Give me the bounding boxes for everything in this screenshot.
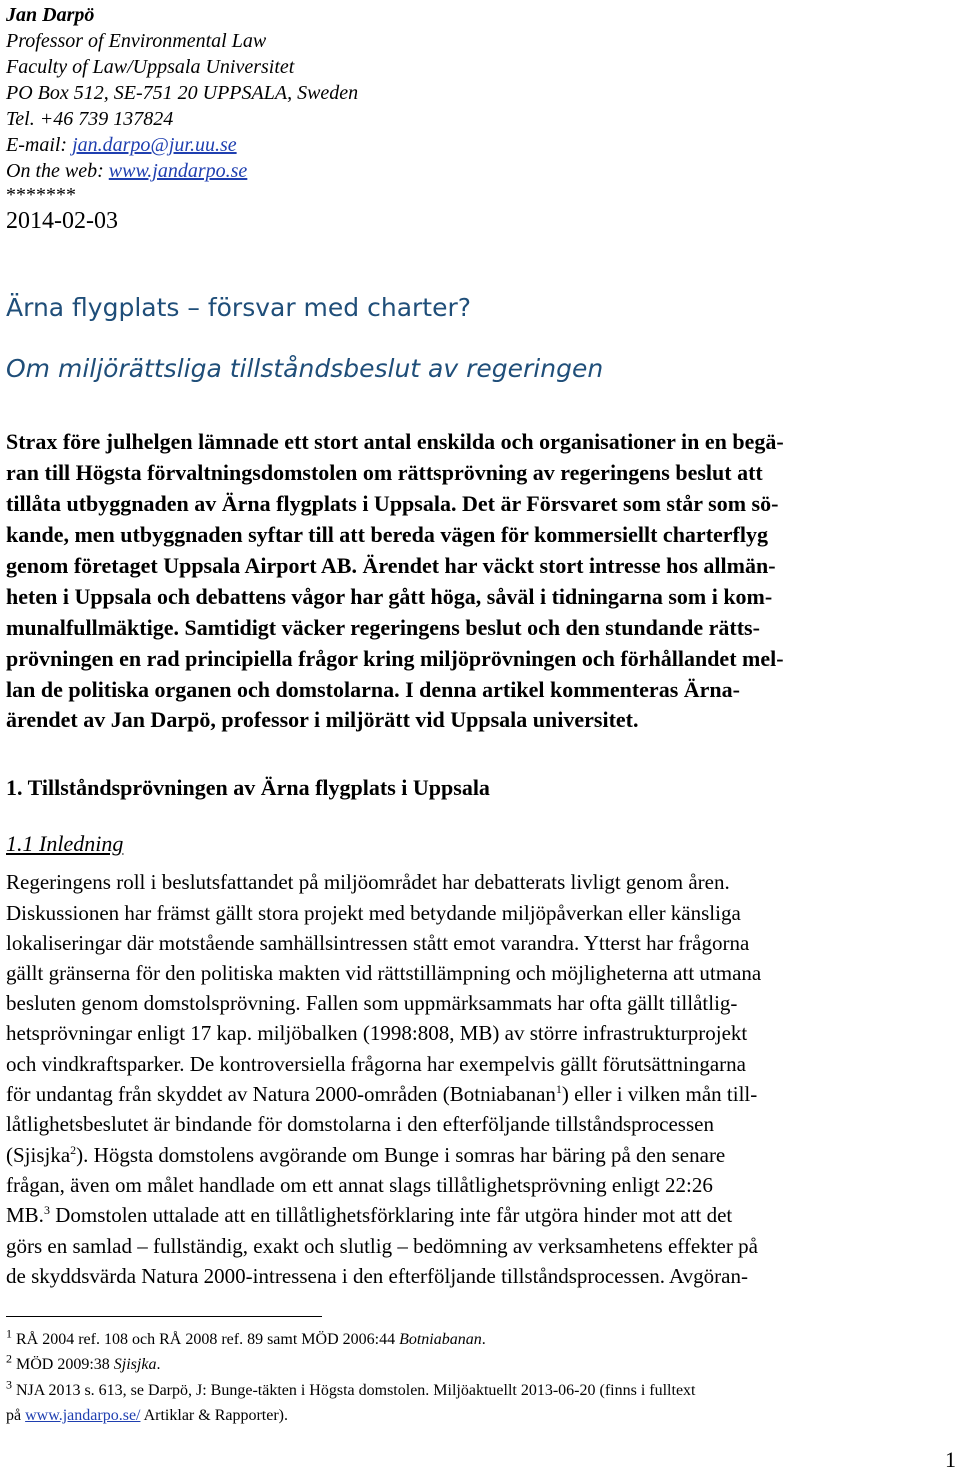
body-line: (Sjisjka$^2$). Högsta domstolens avgörande om Bunge i somras har bäring på den senare	[6, 1143, 726, 1167]
body-line: och vindkraftsparker. De kontroversiella frågorna har exempelvis gällt förutsättningarna	[6, 1052, 746, 1076]
lead-line: kande, men utbyggnaden syftar till att bereda vägen för kommersiellt charterflyg	[6, 522, 768, 547]
lead-line: tillåta utbyggnaden av Ärna flygplats i Uppsala. Det är Försvaret som står som sö-	[6, 491, 779, 516]
body-line: besluten genom domstolsprövning. Fallen som uppmärksammats har ofta gällt tillåtlig-	[6, 991, 738, 1015]
footnote-3-continued: på www.jandarpo.se/ Artiklar & Rapporter).	[6, 1407, 288, 1424]
lead-line: heten i Uppsala och debattens vågor har gått höga, såväl i tidningarna som i kom-	[6, 584, 773, 609]
lead-line: Strax före julhelgen lämnade ett stort antal enskilda och organisationer in en begä-	[6, 429, 784, 454]
footnote-web-link[interactable]: www.jandarpo.se/	[25, 1407, 141, 1424]
lead-line: ran till Högsta förvaltningsdomstolen om rättsprövning av regeringens beslut att	[6, 460, 763, 485]
body-line: MB.$^3$ Domstolen uttalade att en tillåtlighetsförklaring inte får utgöra hinder mot att det	[6, 1203, 733, 1227]
footnote-ref-1[interactable]: 1	[555, 1082, 562, 1096]
body-line: Diskussionen har främst gällt stora projekt med betydande miljöpåverkan eller känsliga	[6, 901, 741, 925]
section-heading-1-1: 1.1 Inledning	[6, 831, 124, 856]
author-title: Professor of Environmental Law	[6, 30, 267, 52]
author-name: Jan Darpö	[6, 4, 95, 26]
body-line: lokaliseringar där motstående samhällsintressen stått emot varandra. Ytterst har frågorna	[6, 931, 750, 955]
footnote-ref-3[interactable]: 3	[43, 1203, 50, 1217]
footnote-separator	[6, 1316, 322, 1317]
footnote-ref-2[interactable]: 2	[70, 1143, 77, 1157]
lead-line: munalfullmäktige. Samtidigt väcker regeringens beslut och den stundande rätts-	[6, 615, 760, 640]
footnote-2: $^2$ MÖD 2009:38 Sjisjka.	[6, 1351, 161, 1373]
web-link[interactable]: www.jandarpo.se	[108, 160, 248, 182]
author-tel: Tel. +46 739 137824	[6, 108, 174, 130]
body-line: frågan, även om målet handlade om ett annat slags tillåtlighetsprövning enligt 22:26	[6, 1173, 713, 1197]
lead-line: ärendet av Jan Darpö, professor i miljörätt vid Uppsala universitet.	[6, 707, 639, 732]
separator-stars: *******	[6, 184, 76, 206]
footnote-1: $^1$ RÅ 2004 ref. 108 och RÅ 2008 ref. 89 samt MÖD 2006:44 Botniabanan.	[6, 1326, 486, 1348]
article-title: Ärna flygplats – försvar med charter?	[6, 293, 472, 322]
author-web-line	[6, 158, 247, 184]
lead-line: lan de politiska organen och domstolarna. I denna artikel kommenteras Ärna-	[6, 677, 740, 702]
footnote-3: $^3$ NJA 2013 s. 613, se Darpö, J: Bunge-täkten i Högsta domstolen. Miljöaktuellt 2013-06-20 (finns i fulltext	[6, 1377, 696, 1399]
body-line: gällt gränserna för den politiska makten vid rättstillämpning och möjligheterna att utmana	[6, 961, 762, 985]
email-link[interactable]: jan.darpo@jur.uu.se	[72, 134, 237, 156]
author-email-line	[6, 132, 237, 158]
body-line: Regeringens roll i beslutsfattandet på miljöområdet har debatterats livligt genom åren.	[6, 870, 730, 894]
body-line: låtlighetsbeslutet är bindande för domstolarna i den efterföljande tillståndsprocessen	[6, 1112, 714, 1136]
document-date: 2014-02-03	[6, 208, 118, 234]
lead-line: genom företaget Uppsala Airport AB. Ärendet har väckt stort intresse hos allmän-	[6, 553, 776, 578]
email-label: E-mail:	[6, 134, 73, 156]
article-subtitle: Om miljörättsliga tillståndsbeslut av regeringen	[6, 354, 604, 383]
author-faculty: Faculty of Law/Uppsala Universitet	[6, 56, 295, 78]
body-line: för undantag från skyddet av Natura 2000-områden (Botniabanan$^1$) eller i vilken mån till-	[6, 1082, 758, 1106]
body-line: de skyddsvärda Natura 2000-intressena i den efterföljande tillståndsprocessen. Avgöran-	[6, 1264, 748, 1288]
section-heading-1: 1. Tillståndsprövningen av Ärna flygplats i Uppsala	[6, 775, 490, 800]
lead-line: prövningen en rad principiella frågor kring miljöprövningen och förhållandet mel-	[6, 646, 784, 671]
page-number: 1	[945, 1447, 956, 1472]
web-label: On the web:	[6, 160, 109, 182]
body-line: hetsprövningar enligt 17 kap. miljöbalken (1998:808, MB) av större infrastrukturprojekt	[6, 1021, 748, 1045]
author-address: PO Box 512, SE-751 20 UPPSALA, Sweden	[6, 82, 359, 104]
body-line: görs en samlad – fullständig, exakt och slutlig – bedömning av verksamhetens effekter på	[6, 1234, 758, 1258]
